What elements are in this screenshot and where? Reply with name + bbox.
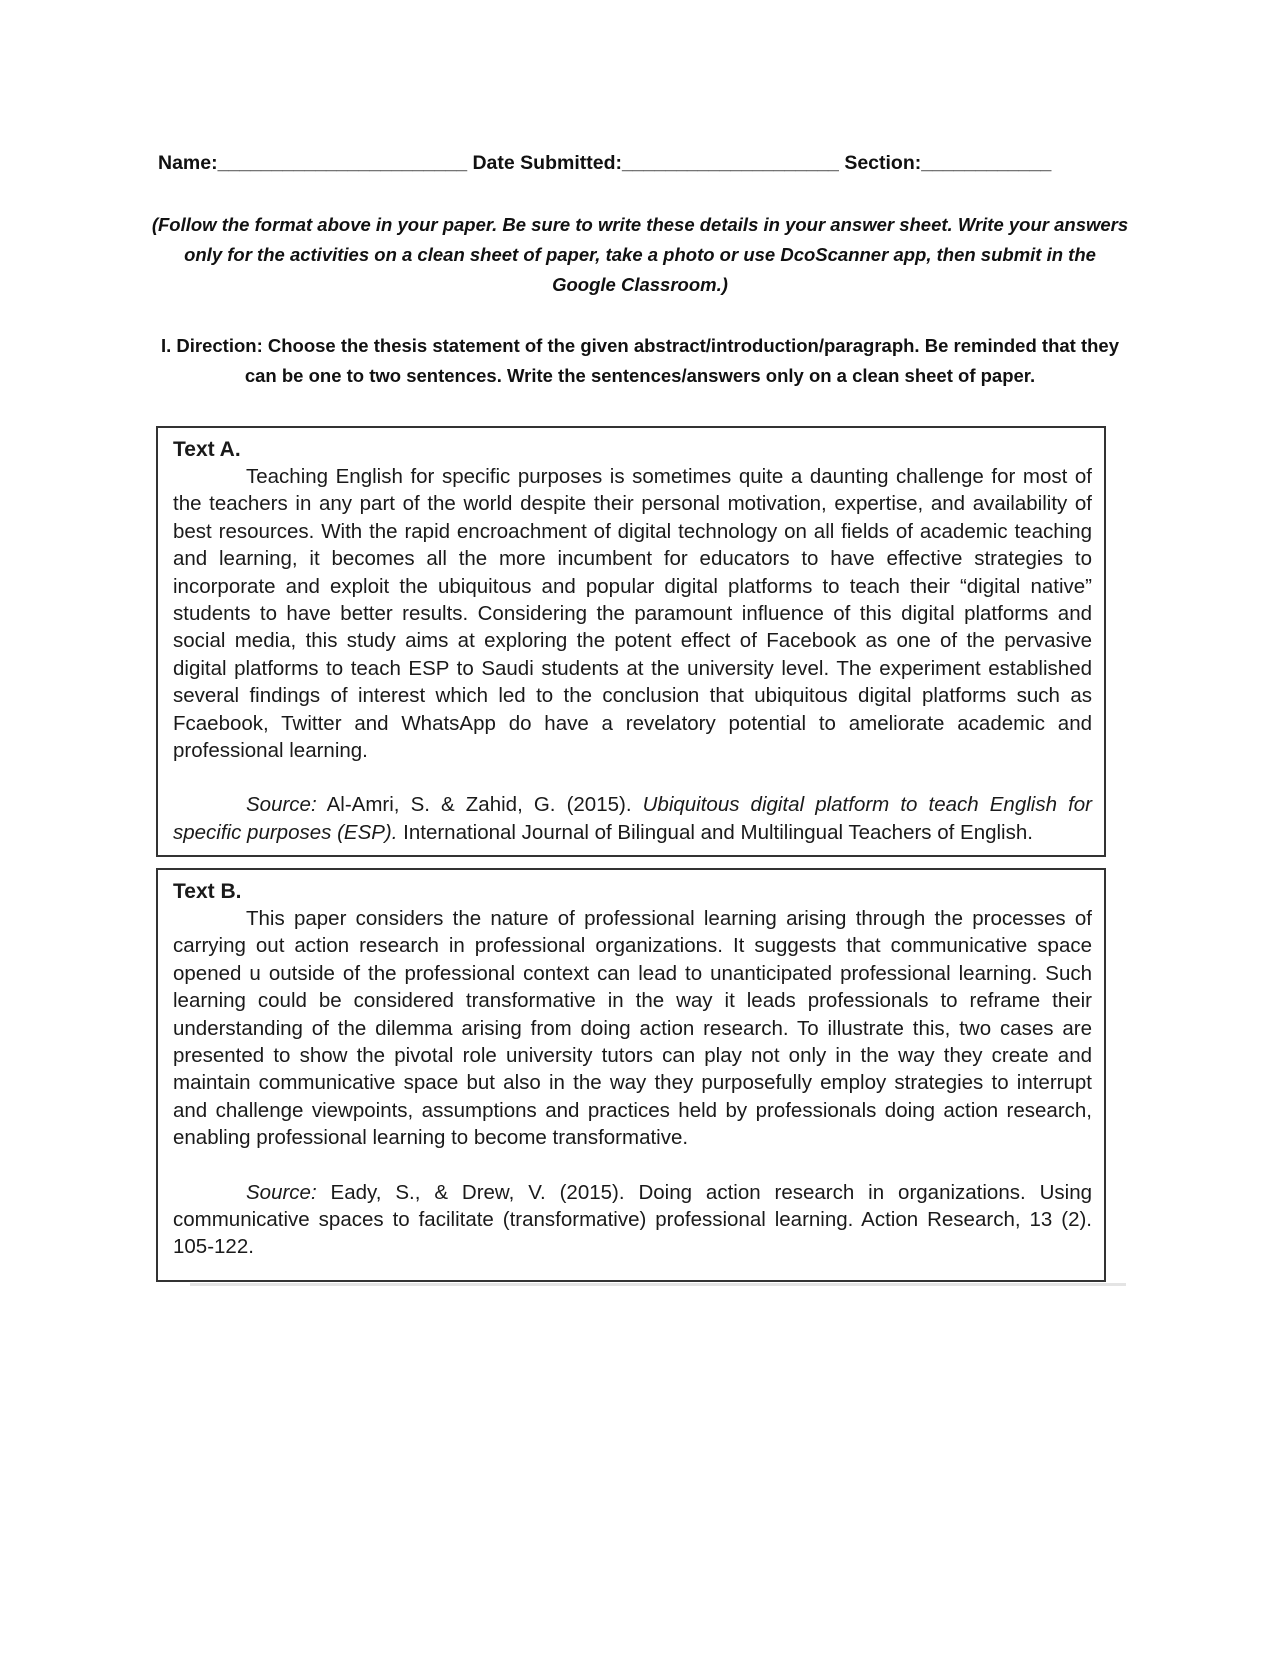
text-a-source-title: Ubiquitous digital platform to teach English for specific purposes (ESP). — [173, 793, 1092, 844]
text-a-source-journal: International Journal of Bilingual and Multilingual Teachers of English. — [397, 820, 1033, 844]
date-submitted-blank: ____________________ — [621, 152, 839, 174]
name-label: Name: — [158, 152, 218, 174]
date-submitted-label: Date Submitted: — [472, 152, 622, 174]
section-blank: ____________ — [921, 152, 1052, 174]
student-info-header — [158, 152, 1122, 175]
text-a-source-label: Source: — [246, 793, 317, 817]
text-b-source-citation: Eady, S., & Drew, V. (2015). Doing action research in organizations. Using communicative spaces to facilitate (transformative) professional learning. Action Research, 13 (2). 105-122. — [173, 1180, 1092, 1259]
activity-direction: I. Direction: Choose the thesis statement of the given abstract/introduction/paragraph. Be reminded that they can be one to two sentences. Write the sentences/answers only on a clean sheet of paper. — [160, 335, 1120, 386]
scan-shadow-divider — [190, 1283, 1126, 1286]
text-b-body: This paper considers the nature of professional learning arising through the processes of carrying out action research in professional organizations. It suggests that communicative space opened u outside of the professional context can lead to unanticipated professional learning. Such learning could be considered transformative in the way it leads professionals to reframe their understanding of the dilemma arising from doing action research. To illustrate this, two cases are presented to show the pivotal role university tutors can play not only in the way they create and maintain communicative space but also in the way they purposefully employ strategies to interrupt and challenge viewpoints, assumptions and practices held by professionals doing action research, enabling professional learning to become transformative. — [173, 907, 1092, 1150]
text-a-source-authors: Al-Amri, S. & Zahid, G. (2015). — [316, 793, 643, 817]
text-a-body: Teaching English for specific purposes is sometimes quite a daunting challenge for most of the teachers in any part of the world despite their personal motivation, expertise, and availability of best resources. With the rapid encroachment of digital technology on all fields of academic teaching and learning, it becomes all the more incumbent for educators to have effective strategies to incorporate and exploit the ubiquitous and popular digital platforms to teach their “digital native” students to have better results. Considering the paramount influence of this digital platforms and social media, this study aims at exploring the potent effect of Facebook as one of the pervasive digital platforms to teach ESP to Saudi students at the university level. The experiment established several findings of interest which led to the conclusion that ubiquitous digital platforms such as Fcaebook, Twitter and WhatsApp do have a revelatory potential to ameliorate academic and professional learning. — [173, 465, 1092, 763]
submission-instructions: (Follow the format above in your paper. Be sure to write these details in your answer sheet. Write your answers only for the activities on a clean sheet of paper, take a photo or use DcoScanner app, then submit in the Google Classroom.) — [151, 214, 1129, 295]
text-a-box — [156, 426, 1106, 857]
text-b-source-label: Source: — [246, 1180, 317, 1204]
section-label: Section: — [844, 152, 922, 174]
text-b-source — [173, 1179, 1092, 1261]
name-blank: _______________________ — [217, 152, 468, 174]
text-b-title: Text B. — [173, 880, 242, 903]
text-a-title: Text A. — [173, 438, 241, 461]
text-b-box — [156, 868, 1106, 1282]
text-a-source — [173, 791, 1092, 846]
